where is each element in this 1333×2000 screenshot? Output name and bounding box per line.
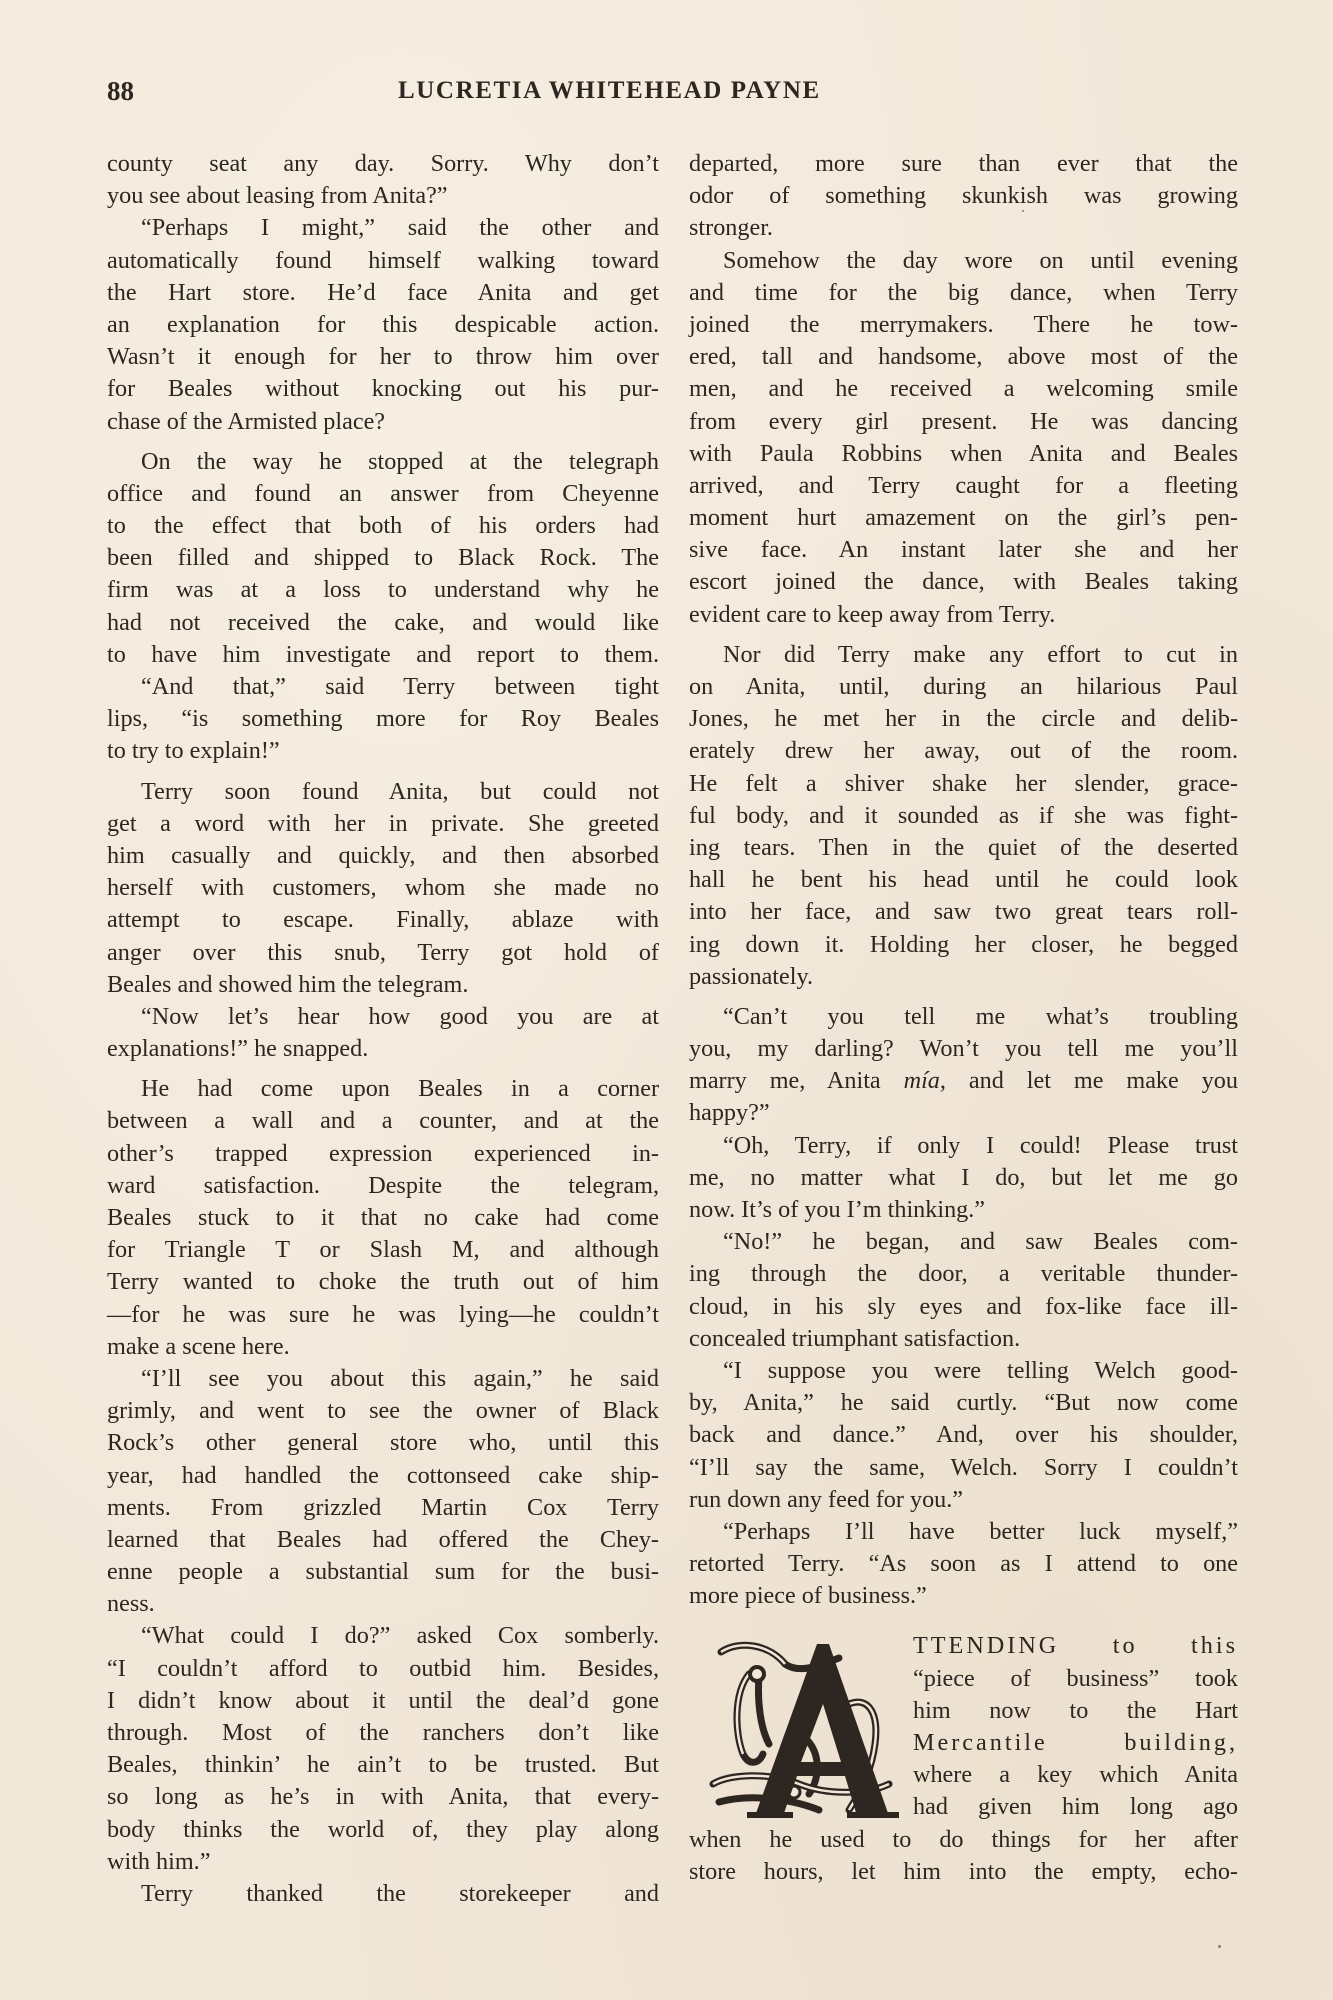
text-line: by, Anita,” he said curtly. “But now come bbox=[689, 1389, 1238, 1417]
text-line: had not received the cake, and would like bbox=[107, 608, 659, 636]
section-start bbox=[689, 1630, 1238, 1888]
text-line: Beales and showed him the telegram. bbox=[107, 970, 469, 998]
text-line: Terry wanted to choke the truth out of him bbox=[107, 1268, 659, 1296]
text-line: store hours, let him into the empty, echo- bbox=[689, 1857, 1238, 1885]
text-line: to try to explain!” bbox=[107, 737, 280, 765]
text-line: arrived, and Terry caught for a fleeting bbox=[689, 471, 1238, 499]
text-line: TTENDING to this bbox=[913, 1632, 1238, 1660]
text-line: “Can’t you tell me what’s troubling bbox=[723, 1002, 1238, 1030]
paragraph bbox=[107, 446, 659, 768]
text-line: —for he was sure he was lying—he couldn’t bbox=[107, 1300, 659, 1328]
text-line: I didn’t know about it until the deal’d gone bbox=[107, 1686, 659, 1714]
text-line: other’s trapped expression experienced in- bbox=[107, 1139, 659, 1167]
paragraph bbox=[107, 776, 659, 1066]
text-line: anger over this snub, Terry got hold of bbox=[107, 938, 659, 966]
text-line: Beales, thinkin’ he ain’t to be trusted. But bbox=[107, 1751, 659, 1779]
text-run: and let me make you bbox=[945, 1067, 1238, 1095]
text-line: “I couldn’t afford to outbid him. Besides, bbox=[107, 1654, 659, 1682]
text-line: with him.” bbox=[107, 1847, 211, 1875]
text-line: sive face. An instant later she and her bbox=[689, 536, 1238, 564]
text-line: now. It’s of you I’m thinking.” bbox=[689, 1196, 986, 1223]
text-line: moment hurt amazement on the girl’s pen- bbox=[689, 504, 1238, 532]
text-line: Mercantile building, bbox=[913, 1729, 1238, 1756]
text-line: year, had handled the cottonseed cake ship- bbox=[107, 1461, 659, 1489]
text-line: happy?” bbox=[689, 1099, 770, 1127]
paragraph bbox=[689, 148, 1238, 631]
text-line: “I’ll see you about this again,” he said bbox=[141, 1364, 659, 1392]
text-line: retorted Terry. “As soon as I attend to one bbox=[689, 1550, 1238, 1578]
text-line: Nor did Terry make any effort to cut in bbox=[723, 640, 1238, 668]
text-line: through. Most of the ranchers don’t like bbox=[107, 1719, 659, 1746]
text-line: escort joined the dance, with Beales taking bbox=[689, 568, 1238, 596]
text-line: him casually and quickly, and then absorbed bbox=[107, 841, 659, 869]
text-line bbox=[689, 1065, 1238, 1097]
text-line: “Perhaps I’ll have better luck myself,” bbox=[723, 1517, 1238, 1545]
text-run: marry me, Anita bbox=[689, 1067, 904, 1095]
text-line: Somehow the day wore on until evening bbox=[723, 246, 1238, 274]
text-line: back and dance.” And, over his shoulder, bbox=[689, 1421, 1238, 1449]
text-line: “piece of business” took bbox=[913, 1664, 1238, 1692]
text-line: stronger. bbox=[689, 214, 773, 242]
italic-word: mía, bbox=[903, 1067, 946, 1095]
text-line: Terry thanked the storekeeper and bbox=[141, 1879, 659, 1907]
text-line: Rock’s other general store who, until this bbox=[107, 1429, 659, 1457]
text-line: On the way he stopped at the telegraph bbox=[141, 447, 659, 475]
text-line: “I’ll say the same, Welch. Sorry I couldn’t bbox=[689, 1453, 1238, 1481]
text-line: “Perhaps I might,” said the other and bbox=[141, 214, 659, 242]
text-line: for Triangle T or Slash M, and although bbox=[107, 1236, 659, 1264]
text-line: explanations!” he snapped. bbox=[107, 1035, 369, 1063]
text-line: attempt to escape. Finally, ablaze with bbox=[107, 906, 659, 934]
text-line: had given him long ago bbox=[913, 1793, 1238, 1821]
text-line: He had come upon Beales in a corner bbox=[141, 1075, 659, 1103]
running-title: LUCRETIA WHITEHEAD PAYNE bbox=[398, 77, 821, 104]
page-number: 88 bbox=[107, 76, 134, 106]
text-line: ing through the door, a veritable thunder- bbox=[689, 1260, 1238, 1288]
text-line: departed, more sure than ever that the bbox=[689, 150, 1238, 177]
text-line: make a scene here. bbox=[107, 1332, 290, 1360]
text-line: body thinks the world of, they play along bbox=[107, 1815, 659, 1843]
text-line: learned that Beales had offered the Chey- bbox=[107, 1525, 659, 1553]
paper-speck bbox=[1218, 1945, 1221, 1948]
text-line: “Now let’s hear how good you are at bbox=[141, 1002, 659, 1030]
paper-speck bbox=[1022, 210, 1024, 212]
text-line: chase of the Armisted place? bbox=[107, 407, 386, 435]
text-line: me, no matter what I do, but let me go bbox=[689, 1163, 1238, 1191]
text-line: you, my darling? Won’t you tell me you’ll bbox=[689, 1035, 1238, 1063]
right-column bbox=[689, 148, 1238, 1888]
decorated-drop-cap-a bbox=[699, 1634, 904, 1824]
text-line: Terry soon found Anita, but could not bbox=[141, 777, 659, 805]
text-line: with Paula Robbins when Anita and Beales bbox=[689, 439, 1238, 467]
text-line: lips, “is something more for Roy Beales bbox=[107, 705, 659, 733]
text-line: erately drew her away, out of the room. bbox=[689, 737, 1238, 765]
text-line: run down any feed for you.” bbox=[689, 1485, 964, 1513]
text-line: for Beales without knocking out his pur- bbox=[107, 375, 659, 403]
text-line: hall he bent his head until he could look bbox=[689, 866, 1238, 894]
text-line: ward satisfaction. Despite the telegram, bbox=[107, 1171, 659, 1199]
text-line: where a key which Anita bbox=[913, 1761, 1238, 1789]
text-line: ness. bbox=[107, 1590, 155, 1618]
text-line: you see about leasing from Anita?” bbox=[107, 182, 448, 210]
text-line: ments. From grizzled Martin Cox Terry bbox=[107, 1493, 659, 1521]
text-line: cloud, in his sly eyes and fox-like face ill- bbox=[689, 1292, 1238, 1320]
text-line: ful body, and it sounded as if she was fight- bbox=[689, 801, 1238, 829]
text-line: He felt a shiver shake her slender, grace- bbox=[689, 769, 1238, 797]
text-line: so long as he’s in with Anita, that every- bbox=[107, 1783, 659, 1811]
text-line: “I suppose you were telling Welch good- bbox=[723, 1356, 1238, 1384]
text-line: ered, tall and handsome, above most of the bbox=[689, 343, 1238, 371]
text-line: automatically found himself walking toward bbox=[107, 246, 659, 274]
text-line: to have him investigate and report to them. bbox=[107, 640, 659, 668]
paragraph bbox=[689, 639, 1238, 993]
text-line: to the effect that both of his orders had bbox=[107, 512, 659, 540]
text-line: been filled and shipped to Black Rock. The bbox=[107, 544, 659, 572]
text-line: an explanation for this despicable action. bbox=[107, 310, 659, 338]
left-column bbox=[107, 148, 659, 1910]
text-line: ing tears. Then in the quiet of the deserted bbox=[689, 833, 1238, 861]
text-line: between a wall and a counter, and at the bbox=[107, 1107, 659, 1135]
text-line: herself with customers, whom she made no bbox=[107, 874, 659, 902]
text-line: get a word with her in private. She greeted bbox=[107, 809, 659, 837]
text-line: grimly, and went to see the owner of Black bbox=[107, 1397, 659, 1425]
paragraph bbox=[689, 1001, 1238, 1613]
text-line: men, and he received a welcoming smile bbox=[689, 375, 1238, 403]
text-line: Jones, he met her in the circle and delib- bbox=[689, 705, 1238, 733]
text-line: “What could I do?” asked Cox somberly. bbox=[141, 1622, 659, 1650]
text-line: when he used to do things for her after bbox=[689, 1825, 1238, 1853]
text-line: from every girl present. He was dancing bbox=[689, 407, 1238, 435]
text-line: “Oh, Terry, if only I could! Please trust bbox=[723, 1131, 1238, 1159]
text-line: Beales stuck to it that no cake had come bbox=[107, 1204, 659, 1231]
paragraph bbox=[107, 1073, 659, 1910]
text-line: on Anita, until, during an hilarious Paul bbox=[689, 673, 1238, 700]
text-line: concealed triumphant satisfaction. bbox=[689, 1324, 1021, 1352]
text-line: “No!” he began, and saw Beales com- bbox=[723, 1228, 1238, 1256]
text-line: odor of something skunkish was growing bbox=[689, 182, 1238, 210]
text-line: enne people a substantial sum for the busi- bbox=[107, 1558, 659, 1586]
text-line: “And that,” said Terry between tight bbox=[141, 673, 659, 700]
text-line: office and found an answer from Cheyenne bbox=[107, 479, 659, 507]
text-line: and time for the big dance, when Terry bbox=[689, 278, 1238, 306]
paragraph bbox=[107, 148, 659, 438]
text-line: the Hart store. He’d face Anita and get bbox=[107, 278, 659, 306]
text-line: county seat any day. Sorry. Why don’t bbox=[107, 150, 659, 177]
text-line: evident care to keep away from Terry. bbox=[689, 600, 1056, 628]
text-line: more piece of business.” bbox=[689, 1582, 927, 1610]
text-line: Wasn’t it enough for her to throw him over bbox=[107, 343, 659, 371]
text-line: passionately. bbox=[689, 962, 814, 990]
text-line: ing down it. Holding her closer, he begged bbox=[689, 930, 1238, 958]
text-line: joined the merrymakers. There he tow- bbox=[689, 310, 1238, 338]
text-line: into her face, and saw two great tears roll- bbox=[689, 898, 1238, 926]
text-line: firm was at a loss to understand why he bbox=[107, 576, 659, 604]
text-line: him now to the Hart bbox=[913, 1696, 1238, 1724]
